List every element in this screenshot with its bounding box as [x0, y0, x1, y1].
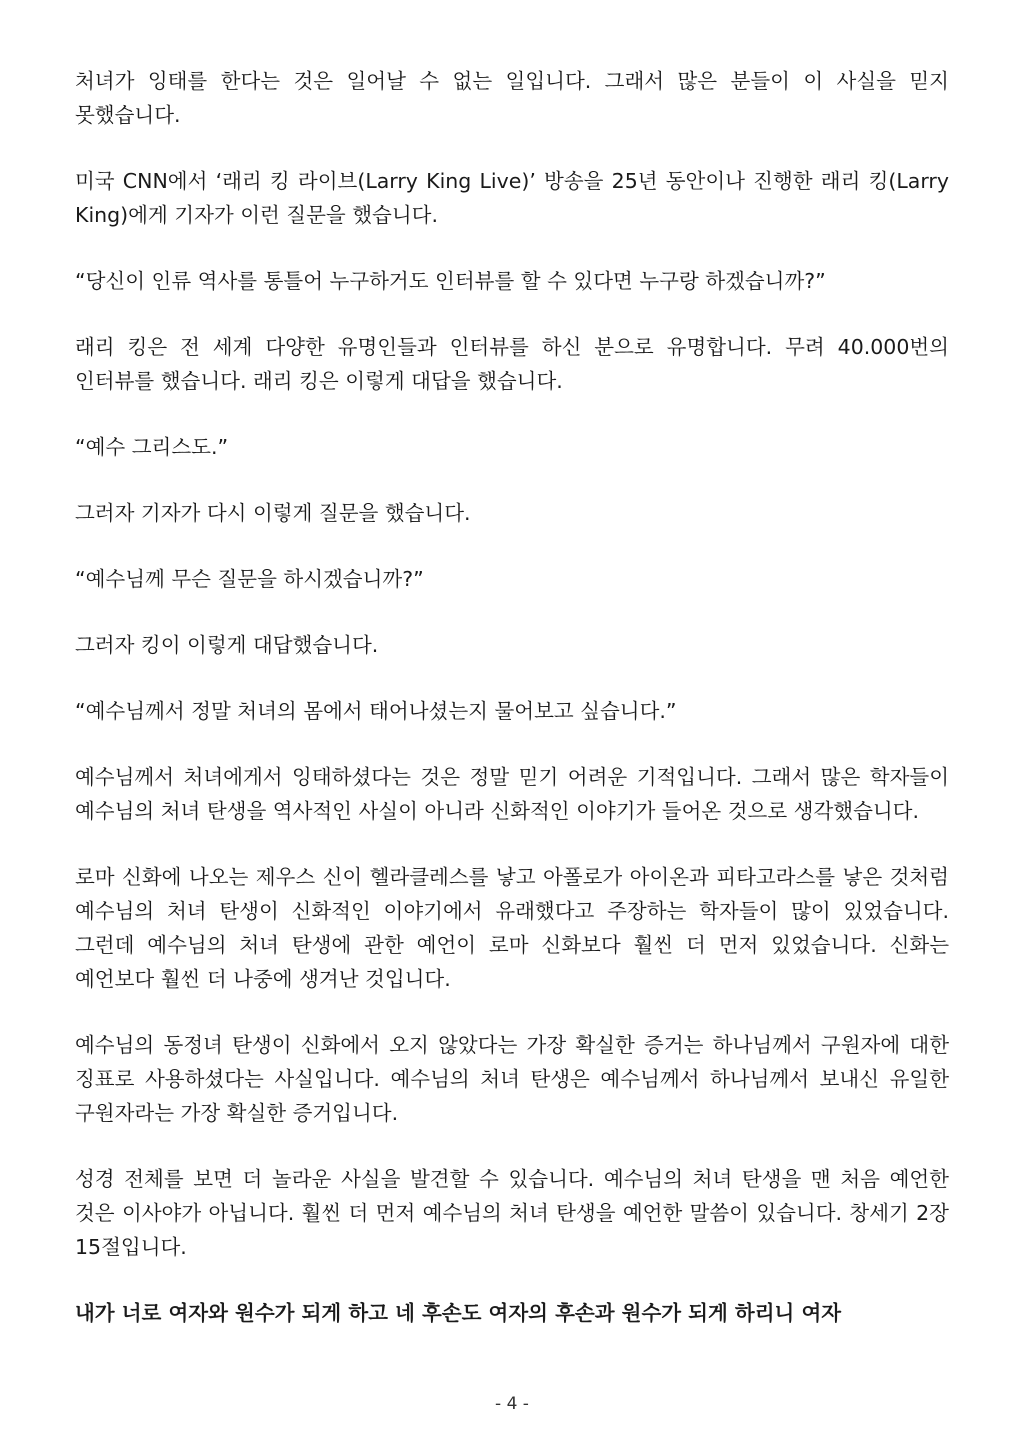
paragraph-quote-virgin-birth: “예수님께서 정말 처녀의 몸에서 태어나셨는지 물어보고 싶습니다.”	[75, 699, 677, 723]
paragraph-genesis: 성경 전체를 보면 더 놀라운 사실을 발견할 수 있습니다. 예수님의 처녀 탄생을 맨 처음 예언한 것은 이사야가 아닙니다. 훨씬 더 먼저 예수님의 처녀 탄생을 예언한 말씀이 있습니다. 창세기 2장 15절입니다.	[75, 1167, 949, 1259]
paragraph-quote-question: “예수님께 무슨 질문을 하시겠습니까?”	[75, 567, 424, 591]
paragraph-reporter-again: 그러자 기자가 다시 이렇게 질문을 했습니다.	[75, 501, 471, 525]
paragraph-quote-interview: “당신이 인류 역사를 통틀어 누구하거도 인터뷰를 할 수 있다면 누구랑 하겠습니까?”	[75, 269, 826, 293]
paragraph-intro: 처녀가 잉태를 한다는 것은 일어날 수 없는 일입니다. 그래서 많은 분들이 이 사실을 믿지 못했습니다.	[75, 69, 949, 127]
paragraph-evidence: 예수님의 동정녀 탄생이 신화에서 오지 않았다는 가장 확실한 증거는 하나님께서 구원자에 대한 징표로 사용하셨다는 사실입니다. 예수님의 처녀 탄생은 예수님께서 하나님께서 보내신 유일한 구원자라는 가장 확실한 증거입니다.	[75, 1033, 949, 1125]
paragraph-roman-myth: 로마 신화에 나오는 제우스 신이 헬라클레스를 낳고 아폴로가 아이온과 피타고라스를 낳은 것처럼 예수님의 처녀 탄생이 신화적인 이야기에서 유래했다고 주장하는 학자들이 많이 있었습니다. 그런데 예수님의 처녀 탄생에 관한 예언이 로마 신화보다 훨씬 더 먼저 있었습니다. 신화는 예언보다 훨씬 더 나중에 생겨난 것입니다.	[75, 865, 949, 991]
paragraph-larry-king-question: 미국 CNN에서 ‘래리 킹 라이브(Larry King Live)’ 방송을 25년 동안이나 진행한 래리 킹(Larry King)에게 기자가 이런 질문을 했습니다.	[75, 169, 949, 227]
document-body	[75, 64, 949, 1362]
paragraph-miracle: 예수님께서 처녀에게서 잉태하셨다는 것은 정말 믿기 어려운 기적입니다. 그래서 많은 학자들이 예수님의 처녀 탄생을 역사적인 사실이 아니라 신화적인 이야기가 들어온 것으로 생각했습니다.	[75, 765, 949, 823]
paragraph-king-replied: 그러자 킹이 이렇게 대답했습니다.	[75, 633, 379, 657]
paragraph-scripture-quote: 내가 너로 여자와 원수가 되게 하고 네 후손도 여자의 후손과 원수가 되게 하리니 여자	[75, 1301, 842, 1325]
paragraph-quote-jesus: “예수 그리스도.”	[75, 435, 229, 459]
page-number: - 4 -	[495, 1394, 529, 1414]
paragraph-larry-king-answer: 래리 킹은 전 세계 다양한 유명인들과 인터뷰를 하신 분으로 유명합니다. 무려 40.000번의 인터뷰를 했습니다. 래리 킹은 이렇게 대답을 했습니다.	[75, 335, 949, 393]
